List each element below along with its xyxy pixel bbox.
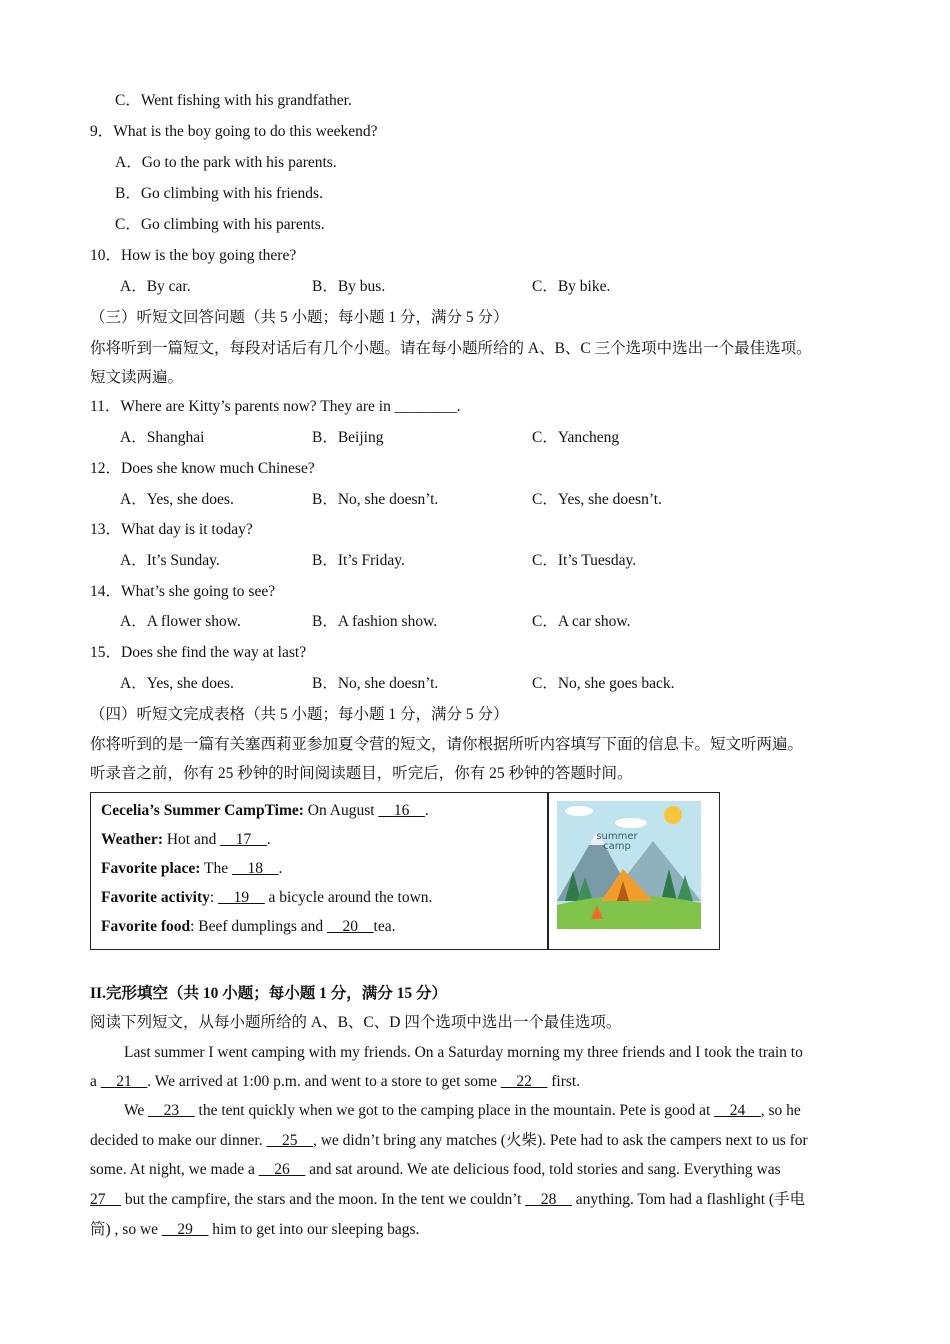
q15-option-b: B．No, she doesn’t. xyxy=(312,675,439,692)
blank-25[interactable]: __25__ xyxy=(266,1132,313,1149)
blank-16[interactable]: __16__ xyxy=(378,802,425,819)
q11-option-a: A．Shanghai xyxy=(120,429,205,446)
blank-17[interactable]: __17__ xyxy=(220,831,267,848)
cloze-line-2 xyxy=(90,1072,580,1092)
row-label: Cecelia’s Summer CampTime: xyxy=(101,802,304,819)
q12-question: 12．Does she know much Chinese? xyxy=(90,460,315,477)
text: anything. Tom had a flashlight (手电 xyxy=(571,1191,806,1208)
q11-question: 11．Where are Kitty’s parents now? They are in ________. xyxy=(90,398,461,415)
row-text: : Beef dumplings and xyxy=(190,918,328,935)
row-text: The xyxy=(200,860,232,877)
q15-question: 15．Does she find the way at last? xyxy=(90,644,307,661)
text: , we didn’t bring any matches (火柴). Pete had to ask the campers next to us for xyxy=(312,1132,808,1149)
blank-19[interactable]: __19__ xyxy=(218,889,265,906)
cloud-icon xyxy=(615,818,647,828)
section-3-heading: （三）听短文回答问题（共 5 小题；每小题 1 分，满分 5 分） xyxy=(90,309,509,326)
cloze-line-6 xyxy=(90,1190,805,1210)
q11-option-c: C．Yancheng xyxy=(532,429,620,446)
section-ii-heading xyxy=(90,984,447,1004)
section-4-instructions-1: 你将听到的是一篇有关塞西莉亚参加夏令营的短文，请你根据所听内容填写下面的信息卡。短文听两遍。 xyxy=(90,736,804,753)
text: decided to make our dinner. xyxy=(90,1132,267,1149)
blank-20[interactable]: __20__ xyxy=(327,918,374,935)
q13-question: 13．What day is it today? xyxy=(90,521,253,538)
cloze-line-4 xyxy=(90,1131,808,1151)
cloze-line-7 xyxy=(90,1220,419,1240)
blank-18[interactable]: __18__ xyxy=(232,860,279,877)
row-end: . xyxy=(278,860,283,877)
table-divider xyxy=(547,793,549,949)
info-card-table xyxy=(90,792,720,950)
text: him to get into our sleeping bags. xyxy=(208,1221,420,1238)
q10-option-b: B．By bus. xyxy=(312,278,386,295)
table-row-time xyxy=(101,801,429,821)
image-text-summer: summer xyxy=(596,831,638,842)
q14-option-a: A．A flower show. xyxy=(120,613,241,630)
row-label: Favorite activity xyxy=(101,889,210,906)
q14-question: 14．What’s she going to see? xyxy=(90,583,276,600)
text: and sat around. We ate delicious food, told stories and sang. Everything was xyxy=(305,1161,781,1178)
section-4-instructions-2: 听录音之前，你有 25 秒钟的时间阅读题目，听完后，你有 25 秒钟的答题时间。 xyxy=(90,765,633,782)
text: the tent quickly when we got to the camping place in the mountain. Pete is good at xyxy=(194,1102,715,1119)
blank-27[interactable]: 27__ xyxy=(90,1191,121,1208)
section-ii-title: II.完形填空（共 10 小题；每小题 1 分，满分 15 分） xyxy=(90,985,447,1002)
q9-option-b: B．Go climbing with his friends. xyxy=(115,185,323,202)
row-end: a bicycle around the town. xyxy=(264,889,433,906)
image-text-camp: camp xyxy=(603,841,631,852)
q14-option-b: B．A fashion show. xyxy=(312,613,438,630)
section-4-heading: （四）听短文完成表格（共 5 小题；每小题 1 分，满分 5 分） xyxy=(90,706,509,723)
q13-option-a: A．It’s Sunday. xyxy=(120,552,220,569)
blank-22[interactable]: __22__ xyxy=(500,1073,548,1090)
summer-camp-image xyxy=(557,801,701,929)
q9-question: 9．What is the boy going to do this weekend? xyxy=(90,123,378,140)
q8-option-c: C．Went fishing with his grandfather. xyxy=(115,92,352,109)
q10-option-a: A．By car. xyxy=(120,278,191,295)
q10-option-c: C．By bike. xyxy=(532,278,611,295)
section-3-instructions-2: 短文读两遍。 xyxy=(90,369,184,386)
section-ii-instructions: 阅读下列短文，从每小题所给的 A、B、C、D 四个选项中选出一个最佳选项。 xyxy=(90,1014,622,1031)
q10-question: 10．How is the boy going there? xyxy=(90,247,297,264)
text: a xyxy=(90,1073,101,1090)
blank-26[interactable]: __26__ xyxy=(258,1161,306,1178)
q9-option-c: C．Go climbing with his parents. xyxy=(115,216,325,233)
table-row-weather xyxy=(101,830,271,850)
row-label: Favorite food xyxy=(101,918,191,935)
blank-23[interactable]: __23__ xyxy=(148,1102,195,1119)
sun-icon xyxy=(664,806,682,824)
q12-option-c: C．Yes, she doesn’t. xyxy=(532,491,662,508)
q15-option-a: A．Yes, she does. xyxy=(120,675,234,692)
row-label: Weather: xyxy=(101,831,163,848)
table-row-activity xyxy=(101,888,432,908)
row-end: . xyxy=(424,802,429,819)
cloze-line-5 xyxy=(90,1160,781,1180)
q15-option-c: C．No, she goes back. xyxy=(532,675,675,692)
text: first. xyxy=(547,1073,581,1090)
row-label: Favorite place: xyxy=(101,860,201,877)
text: some. At night, we made a xyxy=(90,1161,259,1178)
row-text: Hot and xyxy=(162,831,221,848)
blank-21[interactable]: __21__ xyxy=(100,1073,148,1090)
row-text: On August xyxy=(303,802,379,819)
text: , so he xyxy=(760,1102,801,1119)
blank-29[interactable]: __29__ xyxy=(161,1221,209,1238)
q12-option-a: A．Yes, she does. xyxy=(120,491,234,508)
cloze-line-3 xyxy=(124,1101,801,1121)
row-end: . xyxy=(266,831,271,848)
row-text: : xyxy=(209,889,219,906)
text: We xyxy=(124,1102,149,1119)
blank-28[interactable]: __28__ xyxy=(525,1191,572,1208)
row-end: tea. xyxy=(373,918,396,935)
section-3-instructions-1: 你将听到一篇短文，每段对话后有几个小题。请在每小题所给的 A、B、C 三个选项中选出一个最佳选项。 xyxy=(90,340,812,357)
text: but the campfire, the stars and the moon. In the tent we couldn’t xyxy=(121,1191,526,1208)
cloud-icon xyxy=(565,806,593,816)
q14-option-c: C．A car show. xyxy=(532,613,631,630)
table-row-place xyxy=(101,859,282,879)
text: . We arrived at 1:00 p.m. and went to a store to get some xyxy=(147,1073,501,1090)
blank-24[interactable]: __24__ xyxy=(714,1102,761,1119)
q9-option-a: A．Go to the park with his parents. xyxy=(115,154,337,171)
q11-option-b: B．Beijing xyxy=(312,429,384,446)
table-row-food xyxy=(101,917,395,937)
cloze-line-1: Last summer I went camping with my friends. On a Saturday morning my three friends and I took the train to xyxy=(124,1044,803,1061)
q13-option-b: B．It’s Friday. xyxy=(312,552,405,569)
q13-option-c: C．It’s Tuesday. xyxy=(532,552,637,569)
text: 筒) , so we xyxy=(90,1221,162,1238)
q12-option-b: B．No, she doesn’t. xyxy=(312,491,439,508)
